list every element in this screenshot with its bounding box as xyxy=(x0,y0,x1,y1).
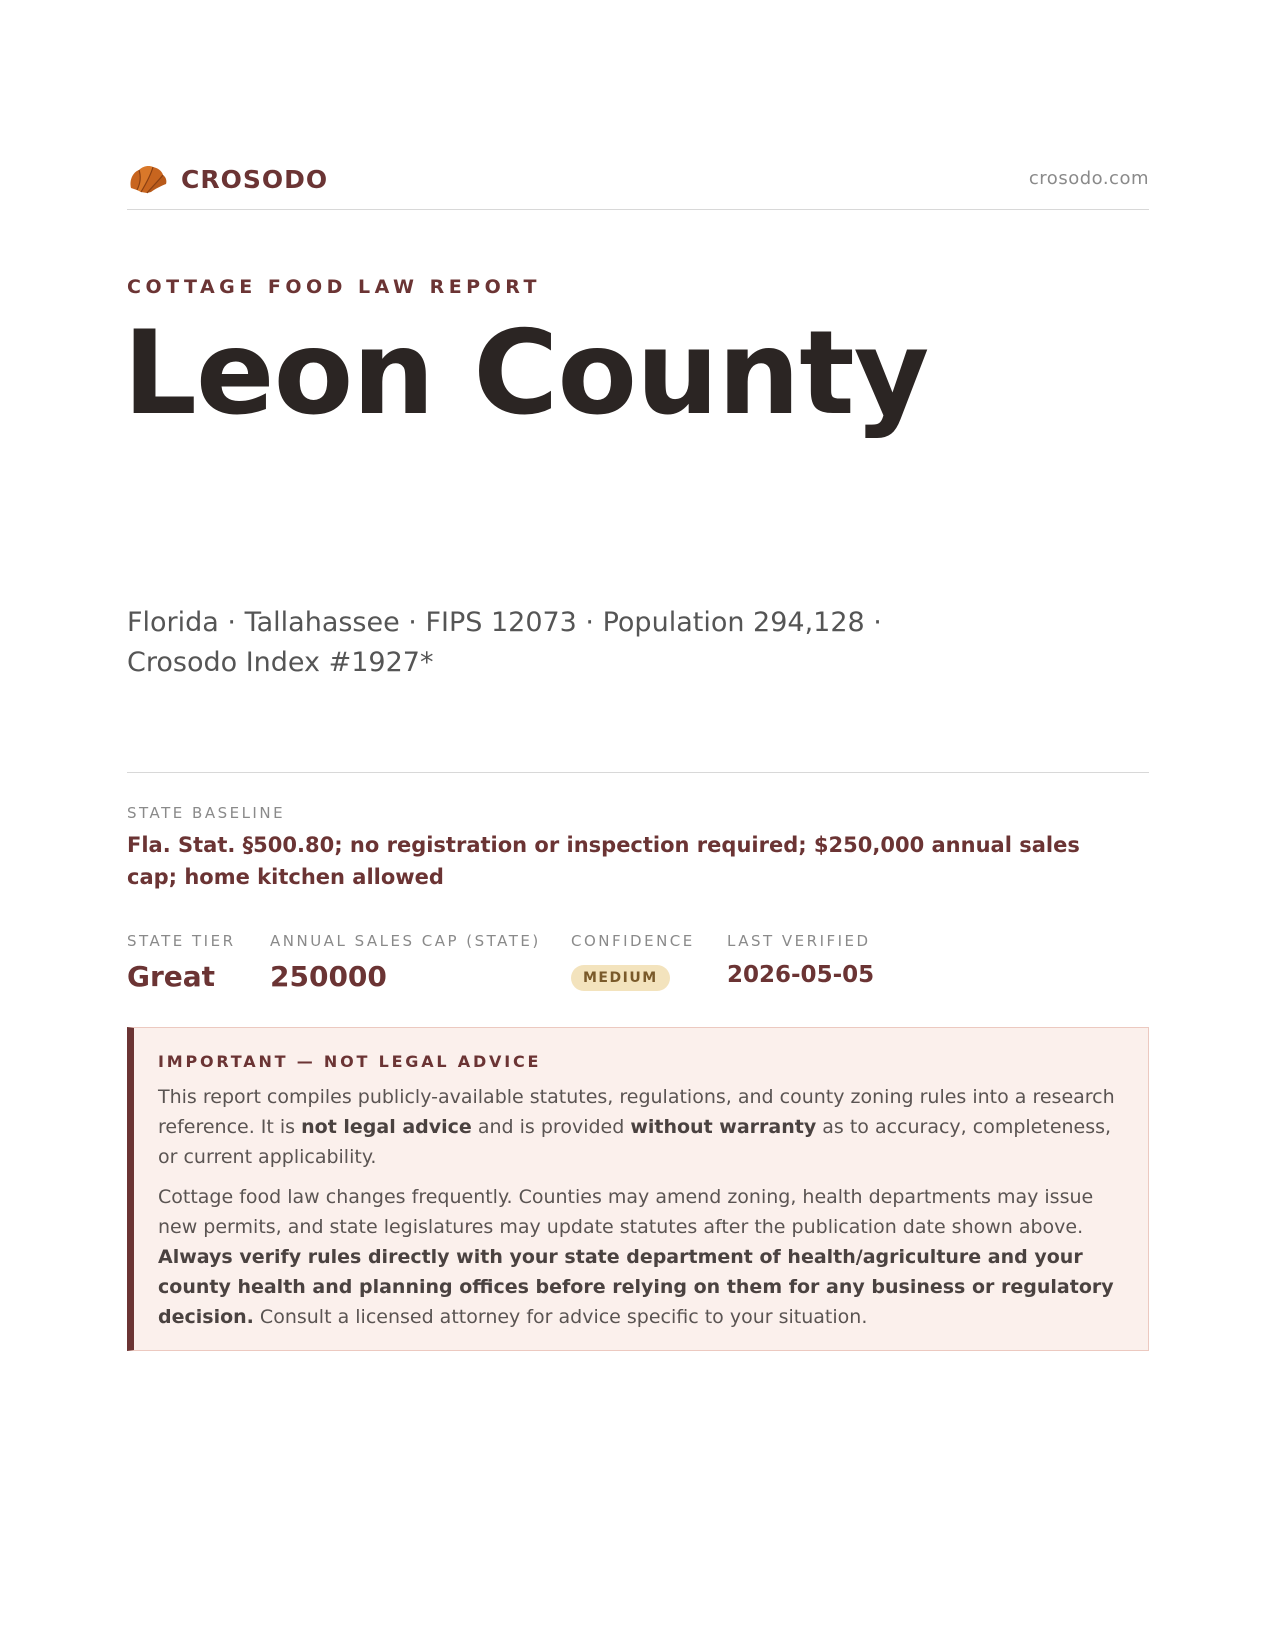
report-page xyxy=(123,0,1149,1650)
stat-sales-cap-value: 250000 xyxy=(270,960,387,993)
stat-sales-cap-label: ANNUAL SALES CAP (STATE) xyxy=(270,932,541,950)
notice-paragraph-1 xyxy=(158,1082,1122,1172)
stat-tier-label: STATE TIER xyxy=(127,932,236,950)
stat-last-verified xyxy=(727,932,874,988)
notice-emphasis: Always verify rules directly with your state department of health/agriculture and your county health and planning offices before relying on them for any business or regulatory decision. xyxy=(158,1246,1114,1328)
county-subtitle: Florida · Tallahassee · FIPS 12073 · Population 294,128 · Crosodo Index #1927* xyxy=(127,607,882,678)
notice-text: Consult a licensed attorney for advice specific to your situation. xyxy=(253,1306,868,1328)
header-divider xyxy=(127,209,1149,210)
report-eyebrow: COTTAGE FOOD LAW REPORT xyxy=(127,276,541,298)
notice-emphasis: without warranty xyxy=(630,1116,817,1138)
header xyxy=(127,158,1149,206)
brand xyxy=(127,158,328,200)
legal-notice xyxy=(127,1027,1149,1351)
stat-confidence xyxy=(571,932,695,991)
stat-confidence-label: CONFIDENCE xyxy=(571,932,695,950)
section-divider xyxy=(127,772,1149,773)
baseline-text: Fla. Stat. §500.80; no registration or inspection required; $250,000 annual sales cap; home kitchen allowed xyxy=(127,833,1080,889)
brand-name: CROSODO xyxy=(181,164,329,194)
notice-emphasis: not legal advice xyxy=(301,1116,472,1138)
notice-title: IMPORTANT — NOT LEGAL ADVICE xyxy=(158,1052,542,1071)
confidence-badge: MEDIUM xyxy=(571,965,670,991)
site-url[interactable]: crosodo.com xyxy=(1028,168,1149,189)
page-title: Leon County xyxy=(123,306,929,441)
notice-paragraph-2 xyxy=(158,1182,1122,1332)
baseline-label: STATE BASELINE xyxy=(127,804,286,822)
stat-tier xyxy=(127,932,236,993)
notice-text: and is provided xyxy=(471,1116,631,1138)
stats-row xyxy=(127,932,1149,1002)
stat-tier-value: Great xyxy=(127,960,216,993)
stat-last-verified-label: LAST VERIFIED xyxy=(727,932,871,950)
notice-text: This report compiles publicly-available statutes, regulations, and county zoning rules into a research reference. It is xyxy=(158,1086,1115,1138)
notice-text: Cottage food law changes frequently. Counties may amend zoning, health departments may issue new permits, and state legislatures may update statutes after the publication date shown above. xyxy=(158,1186,1094,1238)
stat-last-verified-value: 2026-05-05 xyxy=(727,962,875,988)
notice-text: as to accuracy, completeness, or current applicability. xyxy=(158,1116,1112,1168)
croissant-icon xyxy=(127,158,169,200)
stat-sales-cap xyxy=(270,932,541,993)
